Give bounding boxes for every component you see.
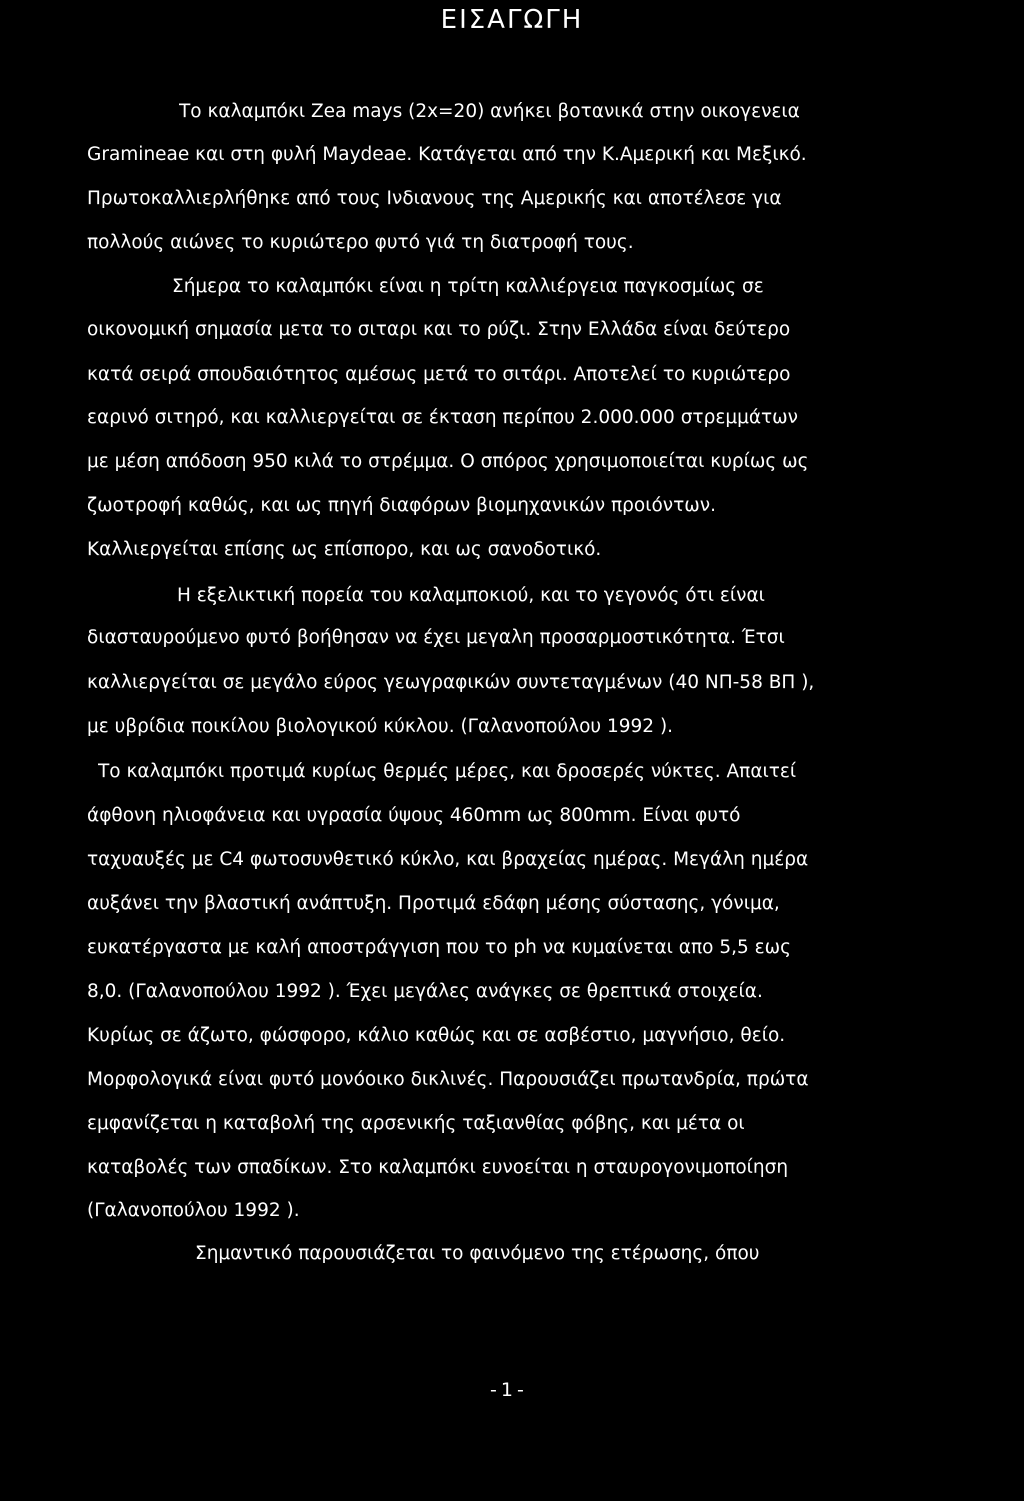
text-line: Το καλαμπόκι προτιμά κυρίως θερμές μέρες, και δροσερές νύκτες. Απαιτεί (98, 761, 797, 782)
text-line: Καλλιεργείται επίσης ως επίσπορο, και ως σανοδοτικό. (87, 539, 602, 560)
text-line: ταχυαυξές με C4 φωτοσυνθετικό κύκλο, και βραχείας ημέρας. Μεγάλη ημέρα (87, 849, 809, 870)
text-line: πολλούς αιώνες το κυριώτερο φυτό γιά τη διατροφή τους. (87, 232, 634, 253)
text-line: με υβρίδια ποικίλου βιολογικού κύκλου. (Γαλανοπούλου 1992 ). (87, 716, 674, 737)
text-line: με μέση απόδοση 950 κιλά το στρέμμα. Ο σπόρος χρησιμοποιείται κυρίως ως (87, 451, 809, 472)
text-line: ευκατέργαστα με καλή αποστράγγιση που το ph να κυμαίνεται απο 5,5 εως (87, 937, 791, 958)
text-line: Κυρίως σε άζωτο, φώσφορο, κάλιο καθώς και σε ασβέστιο, μαγνήσιο, θείο. (87, 1025, 786, 1046)
text-line: Σημαντικό παρουσιάζεται το φαινόμενο της ετέρωσης, όπου (195, 1243, 760, 1264)
text-line: εαρινό σιτηρό, και καλλιεργείται σε έκταση περίπου 2.000.000 στρεμμάτων (87, 407, 799, 428)
text-line: καλλιεργείται σε μεγάλο εύρος γεωγραφικών συντεταγμένων (40 ΝΠ-58 ΒΠ ), (87, 672, 815, 693)
text-line: καταβολές των σπαδίκων. Στο καλαμπόκι ευνοείται η σταυρογονιμοποίηση (87, 1157, 789, 1178)
page-number: -1- (490, 1379, 528, 1401)
text-line: διασταυρούμενο φυτό βοήθησαν να έχει μεγαλη προσαρμοστικότητα. Έτσι (87, 627, 785, 648)
text-line: 8,0. (Γαλανοπούλου 1992 ). Έχει μεγάλες ανάγκες σε θρεπτικά στοιχεία. (87, 981, 763, 1002)
text-line: αυξάνει την βλαστική ανάπτυξη. Προτιμά εδάφη μέσης σύστασης, γόνιμα, (87, 893, 780, 914)
text-line: (Γαλανοπούλου 1992 ). (87, 1200, 300, 1221)
text-line: κατά σειρά σπουδαιότητος αμέσως μετά το σιτάρι. Αποτελεί το κυριώτερο (87, 364, 791, 385)
text-line: Η εξελικτική πορεία του καλαμποκιού, και το γεγονός ότι είναι (177, 585, 765, 606)
text-line: άφθονη ηλιοφάνεια και υγρασία ύψους 460mm ως 800mm. Είναι φυτό (87, 805, 741, 826)
text-line: οικονομική σημασία μετα το σιταρι και το ρύζι. Στην Ελλάδα είναι δεύτερο (87, 319, 791, 340)
text-line: Μορφολογικά είναι φυτό μονόοικο δικλινές. Παρουσιάζει πρωτανδρία, πρώτα (87, 1069, 809, 1090)
text-line: εμφανίζεται η καταβολή της αρσενικής ταξιανθίας φόβης, και μέτα οι (87, 1113, 745, 1134)
text-line: Gramineae και στη φυλή Maydeae. Κατάγεται από την Κ.Αμερική και Μεξικό. (87, 144, 807, 165)
text-line: Πρωτοκαλλιερλήθηκε από τους Ινδιανους της Αμερικής και αποτέλεσε για (87, 188, 782, 209)
text-line: Σήμερα το καλαμπόκι είναι η τρίτη καλλιέργεια παγκοσμίως σε (172, 276, 764, 297)
text-line: ζωοτροφή καθώς, και ως πηγή διαφόρων βιομηχανικών προιόντων. (87, 495, 716, 516)
page-title: ΕΙΣΑΓΩΓΗ (440, 5, 584, 35)
text-line: Το καλαμπόκι Zea mays (2x=20) ανήκει βοτανικά στην οικογενεια (179, 101, 800, 122)
